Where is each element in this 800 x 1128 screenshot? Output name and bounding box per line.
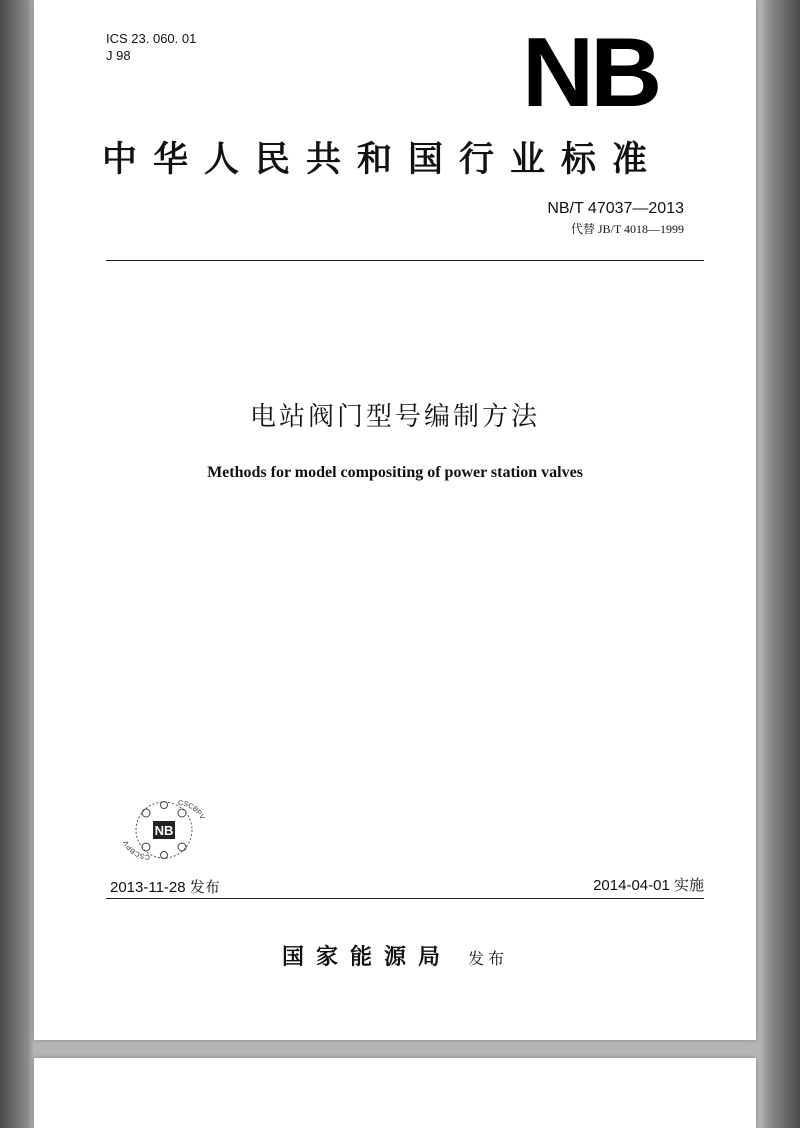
next-page-edge (34, 1058, 756, 1128)
seal-center-text: NB (154, 823, 174, 838)
header-divider (106, 260, 704, 261)
nb-logo: NB (522, 17, 659, 127)
footer-divider (106, 898, 704, 899)
publisher-seal (122, 795, 206, 863)
seal-ring-text-left: CSCBPV (122, 839, 151, 861)
document-page (34, 0, 756, 1040)
effective-date: 2014-04-01 实施 (593, 877, 704, 894)
svg-text:CSCBPV (178, 800, 206, 821)
standard-type-title: 中华人民共和国行业标准 (102, 139, 664, 180)
ics-code: ICS 23. 060. 01 (106, 31, 197, 46)
standard-number-block (547, 200, 684, 237)
replaces-note: 代替 JB/T 4018—1999 (570, 222, 684, 236)
publish-action: 发布 (468, 949, 509, 968)
issue-date: 2013-11-28 发布 (110, 879, 220, 896)
seal-ring-text-right: CSCBPV (177, 799, 206, 821)
document-title-cn: 电站阀门型号编制方法 (249, 402, 540, 432)
document-title-en: Methods for model compositing of power station valves (207, 464, 583, 481)
classification-codes (106, 30, 196, 64)
standard-number: NB/T 47037—2013 (547, 200, 684, 217)
svg-text:CSCBPV (122, 839, 150, 860)
publisher-name: 国家能源局 (281, 944, 452, 970)
publisher-line (34, 940, 756, 971)
category-code: J 98 (106, 48, 131, 63)
